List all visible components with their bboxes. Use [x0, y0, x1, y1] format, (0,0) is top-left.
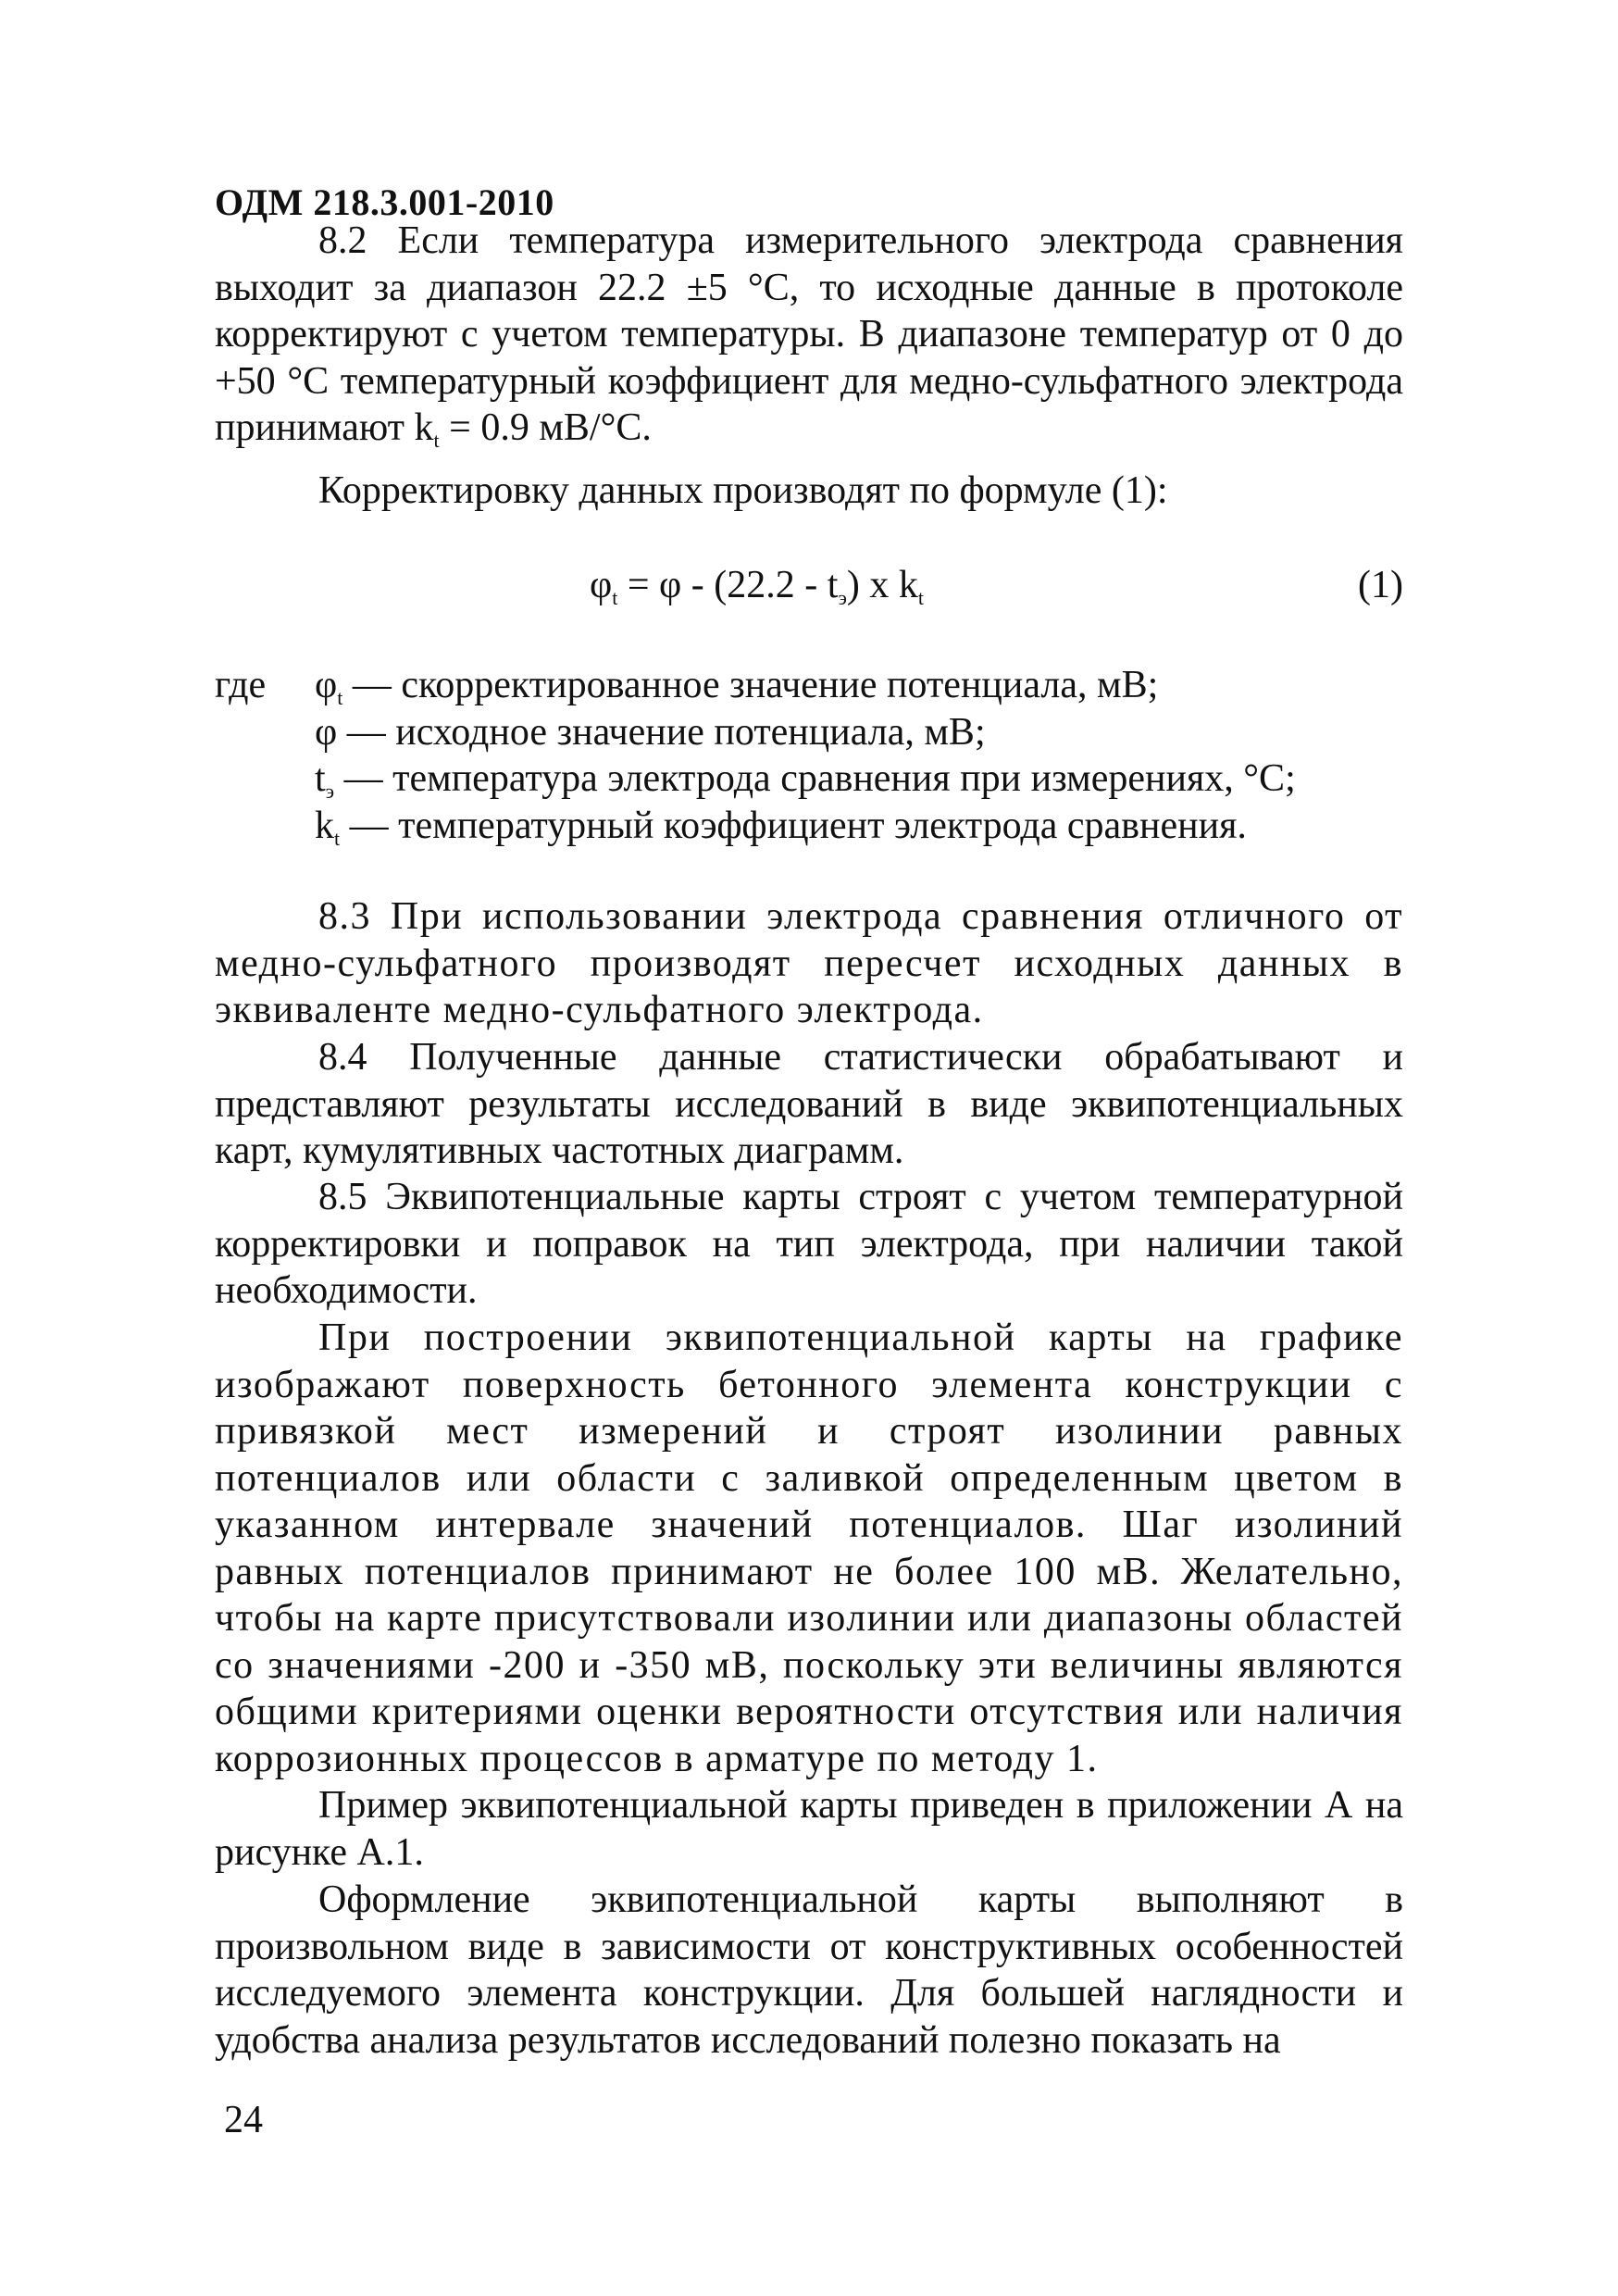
formula-middle: = φ - (22.2 - t [617, 564, 839, 606]
formula-number: (1) [1358, 564, 1403, 606]
paragraph-8-4: 8.4 Полученные данные статистически обрабатывают и представляют результаты исследований в виде эквипотенциальных карт, кумулятивных частотных диаграмм. [215, 1036, 1403, 1172]
legend-item [315, 662, 1416, 709]
paragraph-8-5: 8.5 Эквипотенциальные карты строят с учетом температурной корректировки и поправок на тип электрода, при наличии такой необходимости. [215, 1176, 1403, 1312]
correction-intro: Корректировку данных производят по формуле (1): [318, 469, 1168, 512]
paragraph-8-2 [215, 218, 1403, 452]
legend-item [315, 803, 1416, 850]
paragraph-8-2-tail: = 0.9 мВ/°С. [439, 406, 652, 449]
paragraph-8-2-text: 8.2 Если температура измерительного электрода сравнения выходит за диапазон 22.2 ±5 °С, то исходные данные в протоколе корректируют с учетом температуры. В диапазоне температур от 0 до +50 °С температурный коэффициент для медно-сульфатного электрода принимают [215, 219, 1403, 449]
formula-phi: φ [590, 564, 613, 606]
document-header: ОДМ 218.3.001-2010 [215, 181, 554, 223]
legend-subscript: э [325, 780, 335, 803]
formula-phi-subscript: t [612, 586, 618, 609]
where-label: где [215, 664, 267, 706]
formula-kt-subscript: t [917, 586, 925, 609]
legend-subscript: t [334, 826, 341, 850]
legend-symbol: t [315, 757, 326, 800]
paragraph-map-building: При построении эквипотенциальной карты на графике изображают поверхность бетонного элемента конструкции с привязкой мест измерений и строят изолинии равных потенциалов или области с заливкой определенным цветом в указанном интервале значений потенциалов. Шаг изолиний равных потенциалов принимают не более 100 мВ. Желательно, чтобы на карте присутствовали изолинии или диапазоны областей со значениями -200 и -350 мВ, поскольку эти величины являются общими критериями оценки вероятности отсутствия или наличия коррозионных процессов в арматуре по методу 1. [215, 1316, 1403, 1780]
legend-item [315, 755, 1416, 803]
page-number: 24 [224, 2099, 263, 2141]
paragraph-example: Пример эквипотенциальной карты приведен в приложении А на рисунке А.1. [215, 1784, 1403, 1874]
paragraph-design: Оформление эквипотенциальной карты выполняют в произвольном виде в зависимости от конструктивных особенностей исследуемого элемента конструкции. Для большей наглядности и удобства анализа результатов исследований полезно показать на [215, 1878, 1403, 2062]
legend-item [315, 709, 1416, 756]
formula-tail: ) x k [846, 564, 918, 606]
legend-text: — температурный коэффициент электрода сравнения. [340, 804, 1247, 847]
formula-1 [215, 563, 1403, 618]
legend-text: — исходное значение потенциала, мВ; [337, 710, 986, 754]
legend-subscript: t [337, 686, 343, 709]
legend-text: — температура электрода сравнения при измерениях, °С; [334, 757, 1296, 800]
legend-symbol: k [315, 804, 334, 847]
formula-te-subscript: э [838, 586, 847, 609]
legend-symbol: φ [315, 664, 338, 706]
legend-text: — скорректированное значение потенциала, мВ; [342, 664, 1159, 706]
legend-symbol: φ [315, 710, 338, 754]
paragraph-8-3: 8.3 При использовании электрода сравнения отличного от медно-сульфатного производят пересчет исходных данных в эквиваленте медно-сульфатного электрода. [215, 895, 1403, 1031]
kt-symbol: k [414, 406, 434, 449]
kt-subscript: t [433, 429, 440, 452]
where-list [315, 662, 1416, 849]
formula-expression [590, 563, 924, 607]
